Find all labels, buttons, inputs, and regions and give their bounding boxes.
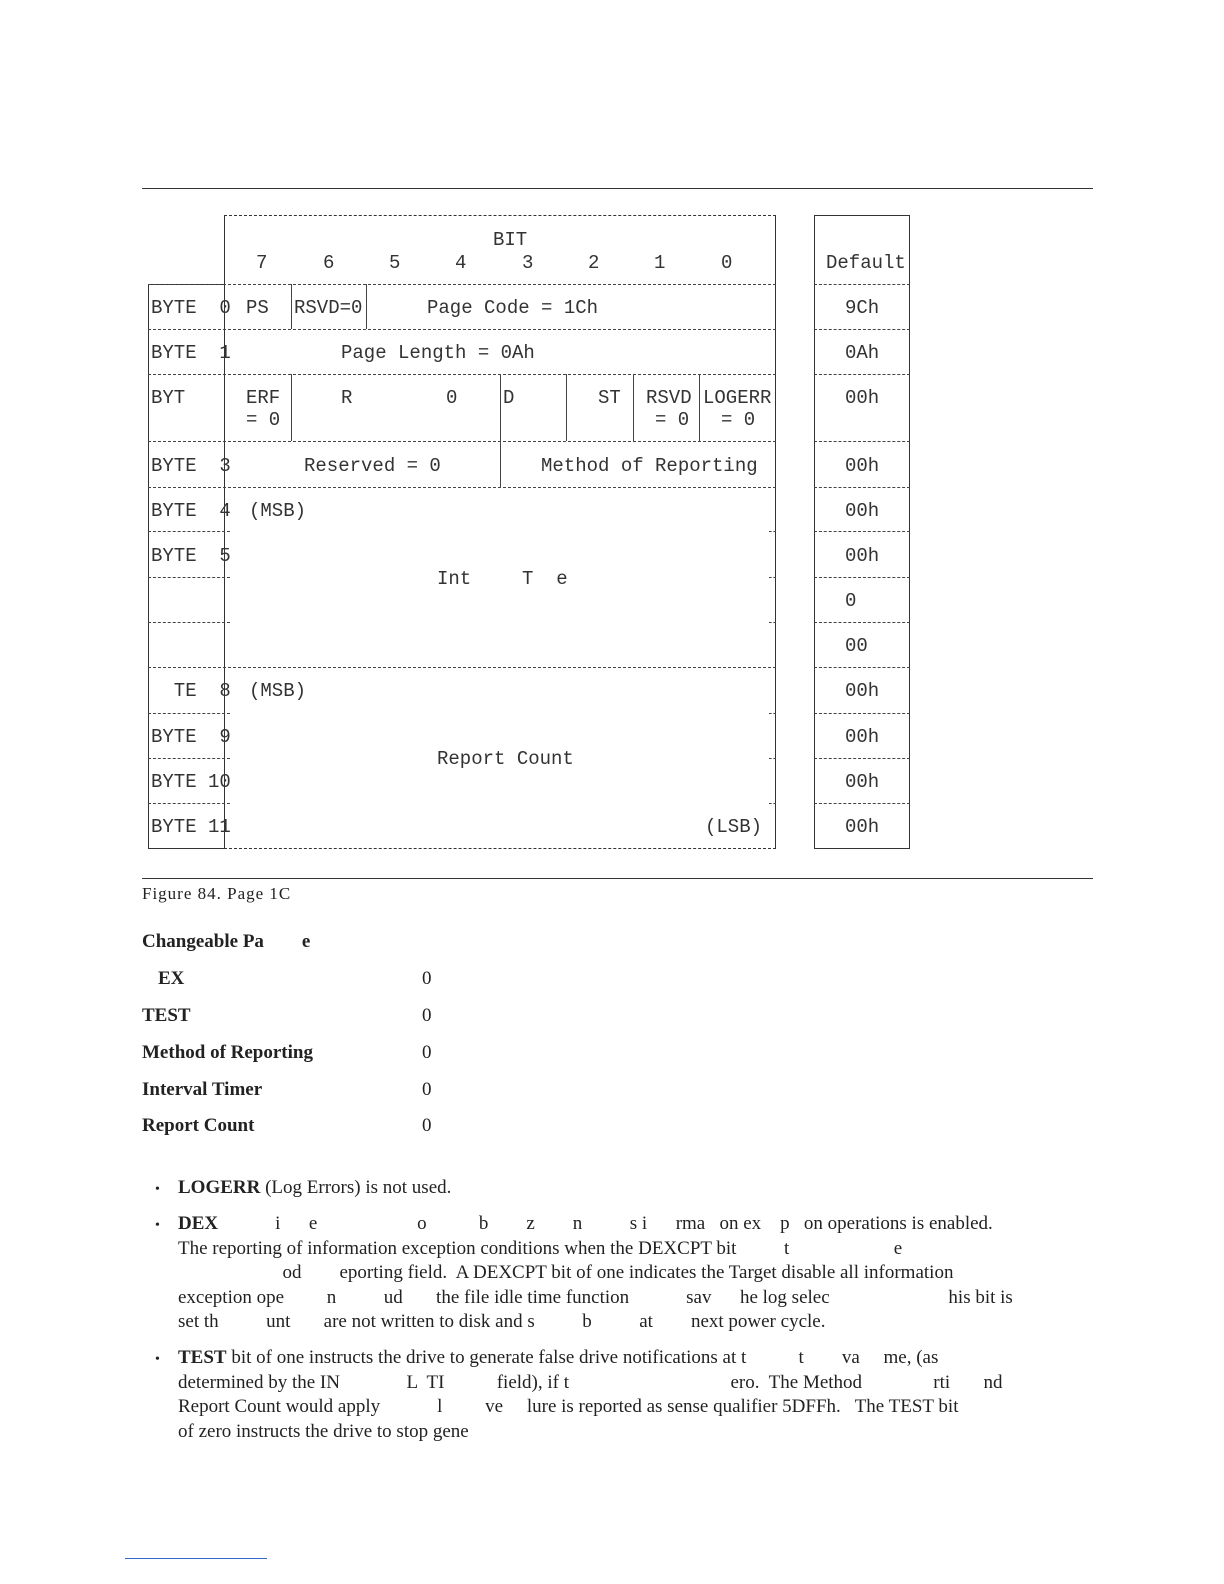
param-name: TEST bbox=[142, 1005, 191, 1026]
bullet-text: Report Count would apply l ve lure is reported as sense qualifier 5DFFh. The TEST bit bbox=[178, 1396, 959, 1417]
bullet-text: of zero instructs the drive to stop gene bbox=[178, 1420, 469, 1442]
field-divider bbox=[566, 374, 567, 441]
msb-marker: (MSB) bbox=[249, 680, 307, 702]
bullet-text: i e o b z n s i rma on ex p on operations is enabled. bbox=[218, 1213, 993, 1234]
field-divider bbox=[291, 284, 292, 329]
lsb-marker: (LSB) bbox=[705, 816, 763, 838]
field-divider bbox=[500, 441, 501, 487]
default-value: 00h bbox=[845, 771, 880, 793]
param-value: 0 bbox=[422, 968, 432, 989]
row-divider bbox=[148, 441, 776, 442]
row-divider bbox=[148, 284, 776, 285]
figure-bottom-rule bbox=[142, 878, 1093, 879]
row-divider bbox=[148, 577, 230, 578]
bullet-marker: • bbox=[155, 1352, 160, 1367]
byte-label: BYTE 4 bbox=[151, 500, 231, 522]
row-divider bbox=[148, 531, 230, 532]
rsvd-field: RSVD bbox=[646, 387, 692, 409]
row-divider bbox=[148, 713, 230, 714]
default-divider bbox=[814, 713, 910, 714]
param-value: 0 bbox=[422, 1042, 432, 1063]
term: TEST bbox=[178, 1347, 227, 1368]
param-name: EX bbox=[158, 968, 185, 989]
default-value: 00h bbox=[845, 455, 880, 477]
page-length-field: Page Length = 0Ah bbox=[341, 342, 535, 364]
row-divider bbox=[148, 803, 230, 804]
field-divider bbox=[500, 374, 501, 441]
row-tick bbox=[769, 622, 776, 623]
byte-label: BYTE 9 bbox=[151, 726, 231, 748]
erf-field: ERF bbox=[246, 387, 281, 409]
byte-label: BYTE 11 bbox=[151, 816, 231, 838]
bullet-dexcpt bbox=[178, 1212, 1088, 1335]
bullet-text: determined by the IN L TI field), if t ero. The Method rti nd bbox=[178, 1371, 1003, 1393]
method-of-reporting-field: Method of Reporting bbox=[541, 455, 758, 477]
row-divider bbox=[148, 329, 776, 330]
byte-label: TE 8 bbox=[151, 680, 231, 702]
param-value: 0 bbox=[422, 1115, 432, 1136]
default-divider bbox=[814, 531, 910, 532]
row-divider bbox=[148, 374, 776, 375]
report-count-field: Report Count bbox=[437, 748, 574, 770]
byte-label: BYTE 0 bbox=[151, 297, 231, 319]
bullet-text: bit of one instructs the drive to generate false drive notifications at t t va me, (as bbox=[226, 1347, 939, 1368]
default-value: 00h bbox=[845, 387, 880, 409]
default-header: Default bbox=[826, 252, 906, 274]
logerr-field-value: = 0 bbox=[721, 409, 756, 431]
bit-number-2: 2 bbox=[588, 252, 600, 274]
default-divider bbox=[814, 577, 910, 578]
row-tick bbox=[769, 577, 776, 578]
bullet-text: exception ope n ud the file idle time function sav he log selec his bit is bbox=[178, 1286, 1013, 1308]
field-divider bbox=[366, 284, 367, 329]
row-tick bbox=[769, 713, 776, 714]
bullet-text: (Log Errors) is not used. bbox=[260, 1177, 452, 1198]
byte-label: BYTE 5 bbox=[151, 545, 231, 567]
row-tick bbox=[769, 803, 776, 804]
default-value: 00 bbox=[845, 635, 868, 657]
param-name: Method of Reporting bbox=[142, 1042, 313, 1063]
test-field: ST bbox=[598, 387, 621, 409]
field-divider bbox=[699, 374, 700, 441]
rsvd-field: RSVD=0 bbox=[294, 297, 363, 319]
term: DEX bbox=[178, 1213, 219, 1234]
reserved-fragment: 0 bbox=[446, 387, 458, 409]
default-divider bbox=[814, 803, 910, 804]
page-code-field: Page Code = 1Ch bbox=[427, 297, 599, 319]
default-divider bbox=[814, 622, 910, 623]
bit-number-4: 4 bbox=[455, 252, 467, 274]
rsvd-field-value: = 0 bbox=[655, 409, 690, 431]
changeable-title: Changeable Pa e bbox=[142, 931, 311, 952]
default-divider bbox=[814, 374, 910, 375]
default-value: 0 bbox=[845, 590, 857, 612]
param-value: 0 bbox=[422, 1005, 432, 1026]
default-divider bbox=[814, 487, 910, 488]
default-value: 00h bbox=[845, 680, 880, 702]
default-value: 00h bbox=[845, 726, 880, 748]
byte-label: BYTE 3 bbox=[151, 455, 231, 477]
row-divider bbox=[148, 667, 776, 668]
bit-number-5: 5 bbox=[389, 252, 401, 274]
bullet-text: set th unt are not written to disk and s b at next power cycle. bbox=[178, 1311, 826, 1332]
default-value: 00h bbox=[845, 545, 880, 567]
bit-number-3: 3 bbox=[522, 252, 534, 274]
figure-caption: Figure 84. Page 1C bbox=[142, 884, 292, 903]
byte-label: BYTE 10 bbox=[151, 771, 231, 793]
reserved-field: Reserved = 0 bbox=[304, 455, 441, 477]
param-value: 0 bbox=[422, 1079, 432, 1100]
default-divider bbox=[814, 667, 910, 668]
param-name: Report Count bbox=[142, 1115, 255, 1136]
bit-number-1: 1 bbox=[654, 252, 666, 274]
default-value: 00h bbox=[845, 816, 880, 838]
default-divider bbox=[814, 329, 910, 330]
reserved-fragment: R bbox=[341, 387, 353, 409]
field-divider bbox=[633, 374, 634, 441]
bit-number-6: 6 bbox=[323, 252, 335, 274]
bit-number-7: 7 bbox=[256, 252, 268, 274]
default-divider bbox=[814, 758, 910, 759]
bullet-text: od eporting field. A DEXCPT bit of one indicates the Target disable all information bbox=[178, 1262, 954, 1283]
default-value: 0Ah bbox=[845, 342, 880, 364]
row-divider bbox=[148, 487, 776, 488]
top-rule bbox=[142, 188, 1093, 189]
byte-label: BYTE 1 bbox=[151, 342, 231, 364]
logerr-field: LOGERR bbox=[703, 387, 772, 409]
default-value: 00h bbox=[845, 500, 880, 522]
row-tick bbox=[769, 758, 776, 759]
row-divider bbox=[148, 758, 230, 759]
bit-header: BIT bbox=[493, 229, 528, 251]
msb-marker: (MSB) bbox=[249, 500, 307, 522]
dexcpt-field: D bbox=[503, 387, 515, 409]
term: LOGERR bbox=[178, 1177, 261, 1198]
field-divider bbox=[291, 374, 292, 441]
row-tick bbox=[769, 531, 776, 532]
bullet-test bbox=[178, 1346, 1088, 1444]
bullet-marker: • bbox=[155, 1182, 160, 1197]
bullet-marker: • bbox=[155, 1218, 160, 1233]
default-value: 9Ch bbox=[845, 297, 880, 319]
param-name: Interval Timer bbox=[142, 1079, 263, 1100]
interval-timer-fragment: T e bbox=[522, 568, 568, 590]
row-divider bbox=[148, 622, 230, 623]
default-divider bbox=[814, 284, 910, 285]
ps-field: PS bbox=[246, 297, 269, 319]
bit-number-0: 0 bbox=[721, 252, 733, 274]
bullet-logerr bbox=[178, 1176, 1088, 1201]
bullet-text: The reporting of information exception conditions when the DEXCPT bit t e bbox=[178, 1237, 903, 1259]
byte-label: BYT bbox=[151, 387, 186, 409]
footer-rule bbox=[125, 1558, 267, 1559]
interval-timer-fragment: Int bbox=[437, 568, 472, 590]
erf-field-value: = 0 bbox=[246, 409, 281, 431]
default-divider bbox=[814, 441, 910, 442]
